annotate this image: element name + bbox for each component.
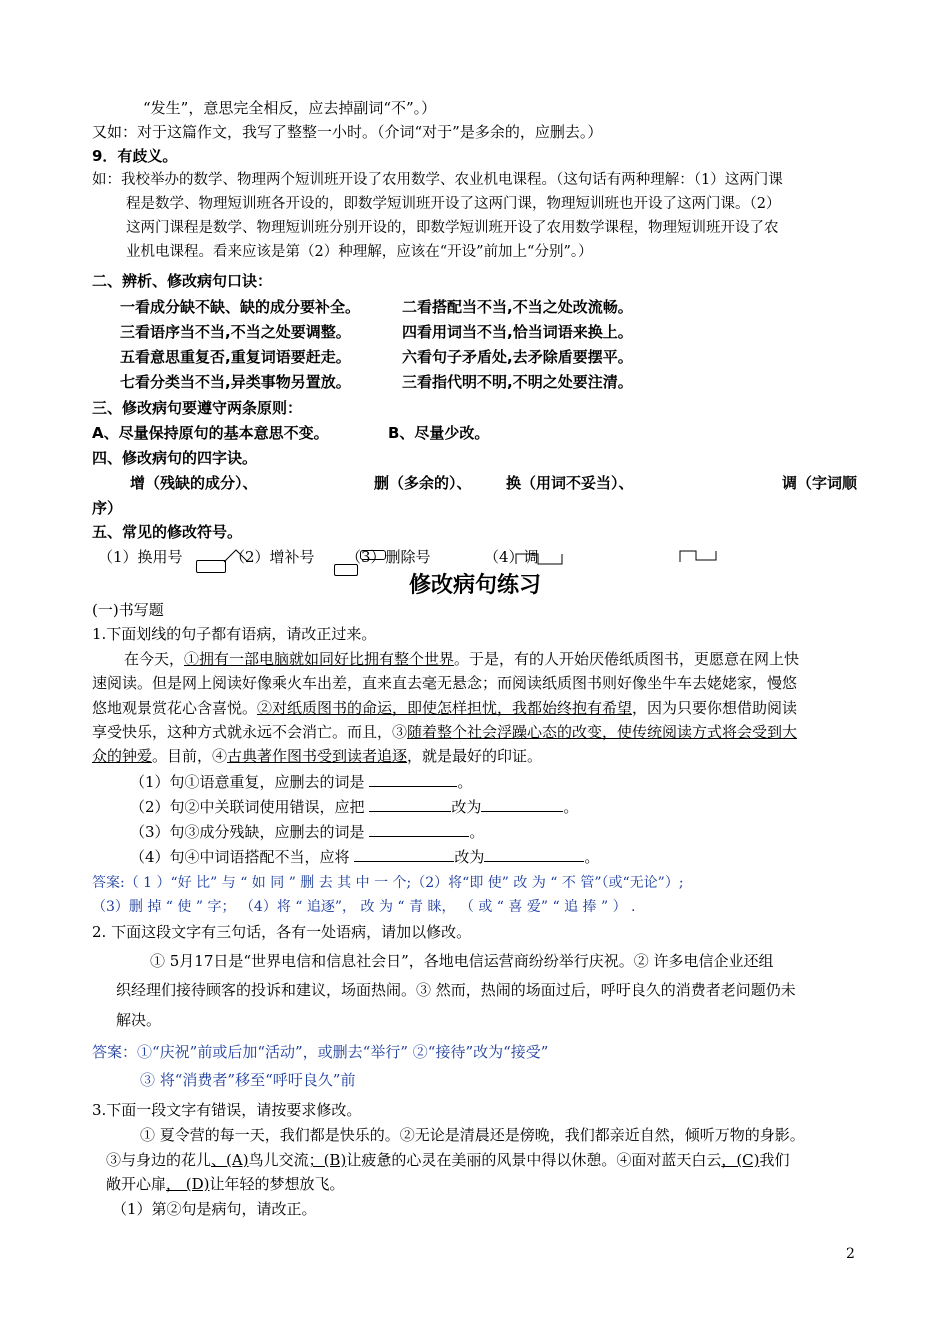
passage-line: 敞开心扉， (D)让年轻的梦想放飞。 bbox=[106, 1175, 345, 1193]
insert-mark-icon bbox=[222, 546, 262, 566]
heading: 四、修改病句的四字诀。 bbox=[92, 449, 258, 467]
underlined-sentence: 随着整个社会浮躁心态的改变，使传统阅读方式将会受到大 bbox=[407, 723, 798, 741]
page-title: 修改病句练习 bbox=[408, 573, 541, 598]
text-line: 业机电课程。看来应该是第（2）种理解，应该在“开设”前加上“分别”。） bbox=[126, 244, 593, 260]
text-line: 又如：对于这篇作文，我写了整整一小时。（介词“对于”是多余的，应删去。） bbox=[92, 123, 603, 141]
question: 1.下面划线的句子都有语病，请改正过来。 bbox=[92, 625, 377, 643]
passage-line: 悠地观景赏花心含喜悦。②对纸质图书的命运，即使怎样担忧，我都始终抱有希望，因为只要你想借助阅读 bbox=[92, 699, 798, 717]
text-line: B、尽量少改。 bbox=[388, 424, 490, 442]
rhyme-line: 三看语序当不当,不当之处要调整。 bbox=[120, 323, 351, 341]
rhyme-line: 六看句子矛盾处,去矛除盾要摆平。 bbox=[402, 348, 633, 366]
answer-blank[interactable] bbox=[484, 846, 584, 862]
passage-line: 织经理们接待顾客的投诉和建议，场面热闹。③ 然而，热闹的场面过后，呼吁良久的消费者老问题仍未 bbox=[116, 981, 796, 999]
answer-blank[interactable] bbox=[369, 771, 457, 787]
question: 2. 下面这段文字有三句话，各有一处语病，请加以修改。 bbox=[92, 923, 472, 941]
option-mark: ；(B) bbox=[308, 1151, 347, 1169]
passage-line: ① 5月17日是“世界电信和信息社会日”，各地电信运营商纷纷举行庆祝。② 许多电信企业还组 bbox=[150, 952, 774, 970]
heading: 五、常见的修改符号。 bbox=[92, 523, 243, 541]
section-label: (一)书写题 bbox=[92, 601, 164, 619]
rhyme-line: 二看搭配当不当,不当之处改流畅。 bbox=[402, 298, 633, 316]
page-number: 2 bbox=[846, 1246, 855, 1262]
answer-line: ③ 将“消费者”移至“呼吁良久”前 bbox=[140, 1071, 356, 1089]
question: 3.下面一段文字有错误，请按要求修改。 bbox=[92, 1101, 362, 1119]
text-line: 换（用词不妥当）、 bbox=[506, 474, 634, 492]
rhyme-line: 三看指代明不明,不明之处要注清。 bbox=[402, 373, 633, 391]
rhyme-line: 四看用词当不当,恰当词语来换上。 bbox=[402, 323, 633, 341]
sub-question: （1）句①语意重复，应删去的词是 。 bbox=[130, 773, 473, 791]
passage-line: 速阅读。但是网上阅读好像乘火车出差，直来直去毫无悬念；而阅读纸质图书则好像坐牛车去姥姥家，慢悠 bbox=[92, 674, 798, 692]
underlined-sentence: ①拥有一部电脑就如同好比拥有整个世界 bbox=[184, 650, 455, 668]
answer-line: （3）删 掉 “ 使 ” 字； （4）将 “ 追逐”， 改 为 “ 青 睐， （ 或 “ 喜 爱” “ 追 捧 ” ） . bbox=[92, 899, 636, 915]
symbol-label: （1）换用号 bbox=[98, 548, 183, 566]
rhyme-line: 一看成分缺不缺、缺的成分要补全。 bbox=[120, 298, 361, 316]
answer-blank[interactable] bbox=[354, 846, 454, 862]
answer-blank[interactable] bbox=[369, 796, 451, 812]
underlined-sentence: 古典著作图书受到读者追逐 bbox=[227, 747, 408, 765]
text-line: A、尽量保持原句的基本意思不变。 bbox=[92, 424, 329, 442]
option-mark: 、(A) bbox=[211, 1151, 249, 1169]
text-line: “发生”，意思完全相反，应去掉副词“不”。） bbox=[143, 99, 437, 117]
swap-mark-icon bbox=[512, 548, 572, 570]
option-mark: ，(C) bbox=[721, 1151, 760, 1169]
text-line: 程是数学、物理短训班各开设的，即数学短训班开设了这两门课，物理短训班也开设了这两门课。（2） bbox=[126, 196, 781, 212]
rhyme-line: 五看意思重复否,重复词语要赶走。 bbox=[120, 348, 351, 366]
passage-line: 享受快乐，这种方式就永远不会消亡。而且，③随着整个社会浮躁心态的改变，使传统阅读方式将会受到大 bbox=[92, 723, 798, 741]
passage-line: ① 夏令营的每一天，我们都是快乐的。②无论是清晨还是傍晚，我们都亲近自然，倾听万物的身影。 bbox=[140, 1126, 805, 1144]
symbol-label: （4）调 bbox=[484, 548, 539, 566]
text-line: 这两门课程是数学、物理短训班分别开设的，即数学短训班开设了农用数学课程，物理短训班开设了农 bbox=[126, 220, 779, 236]
sub-question: （1）第②句是病句，请改正。 bbox=[112, 1200, 317, 1218]
answer-blank[interactable] bbox=[481, 796, 563, 812]
text-line: 删（多余的）、 bbox=[374, 474, 472, 492]
reorder-mark-icon bbox=[676, 546, 726, 566]
heading: 9．有歧义。 bbox=[92, 147, 178, 165]
delete-loop-icon bbox=[360, 550, 386, 560]
underlined-sentence: ②对纸质图书的命运，即使怎样担忧，我都始终抱有希望 bbox=[257, 699, 633, 717]
passage-line: 众的钟爱。目前，④古典著作图书受到读者追逐，就是最好的印证。 bbox=[92, 747, 543, 765]
heading: 三、修改病句要遵守两条原则： bbox=[92, 399, 303, 417]
sub-question: （2）句②中关联词使用错误，应把 改为 。 bbox=[130, 798, 579, 816]
answer-line: 答案：①“庆祝”前或后加“活动”，或删去“举行” ②“接待”改为“接受” bbox=[92, 1043, 549, 1061]
text-line: 序） bbox=[92, 499, 123, 517]
option-mark: ， (D) bbox=[166, 1175, 210, 1193]
passage-line: 解决。 bbox=[116, 1011, 162, 1029]
rhyme-line: 七看分类当不当,异类事物另置放。 bbox=[120, 373, 351, 391]
passage-line: 在今天，①拥有一部电脑就如同好比拥有整个世界。于是，有的人开始厌倦纸质图书，更愿意在网上快 bbox=[124, 650, 800, 668]
answer-line: 答案:（ 1 ）“好 比” 与 “ 如 同 ” 删 去 其 中 一 个;（2）将“即 使” 改 为 “ 不 管”（或“无论”）; bbox=[92, 875, 684, 891]
passage-line: ③与身边的花儿、(A)鸟儿交流；(B)让疲惫的心灵在美丽的风景中得以休憩。④面对蓝天白云，(C)我们 bbox=[106, 1151, 790, 1169]
answer-blank[interactable] bbox=[369, 821, 469, 837]
text-line: 调（字词顺 bbox=[782, 474, 858, 492]
symbol-label: （2）增补号 bbox=[230, 548, 315, 566]
heading: 二、辨析、修改病句口诀： bbox=[92, 272, 273, 290]
text-line: 增（残缺的成分）、 bbox=[130, 474, 258, 492]
sub-question: （3）句③成分残缺，应删去的词是 。 bbox=[130, 823, 485, 841]
text-line: 如：我校举办的数学、物理两个短训班开设了农用数学、农业机电课程。（这句话有两种理解：（1）这两门课 bbox=[92, 172, 783, 188]
symbol-label: （3）删除号 bbox=[346, 548, 431, 566]
sub-question: （4）句④中词语搭配不当，应将 改为 。 bbox=[130, 848, 600, 866]
